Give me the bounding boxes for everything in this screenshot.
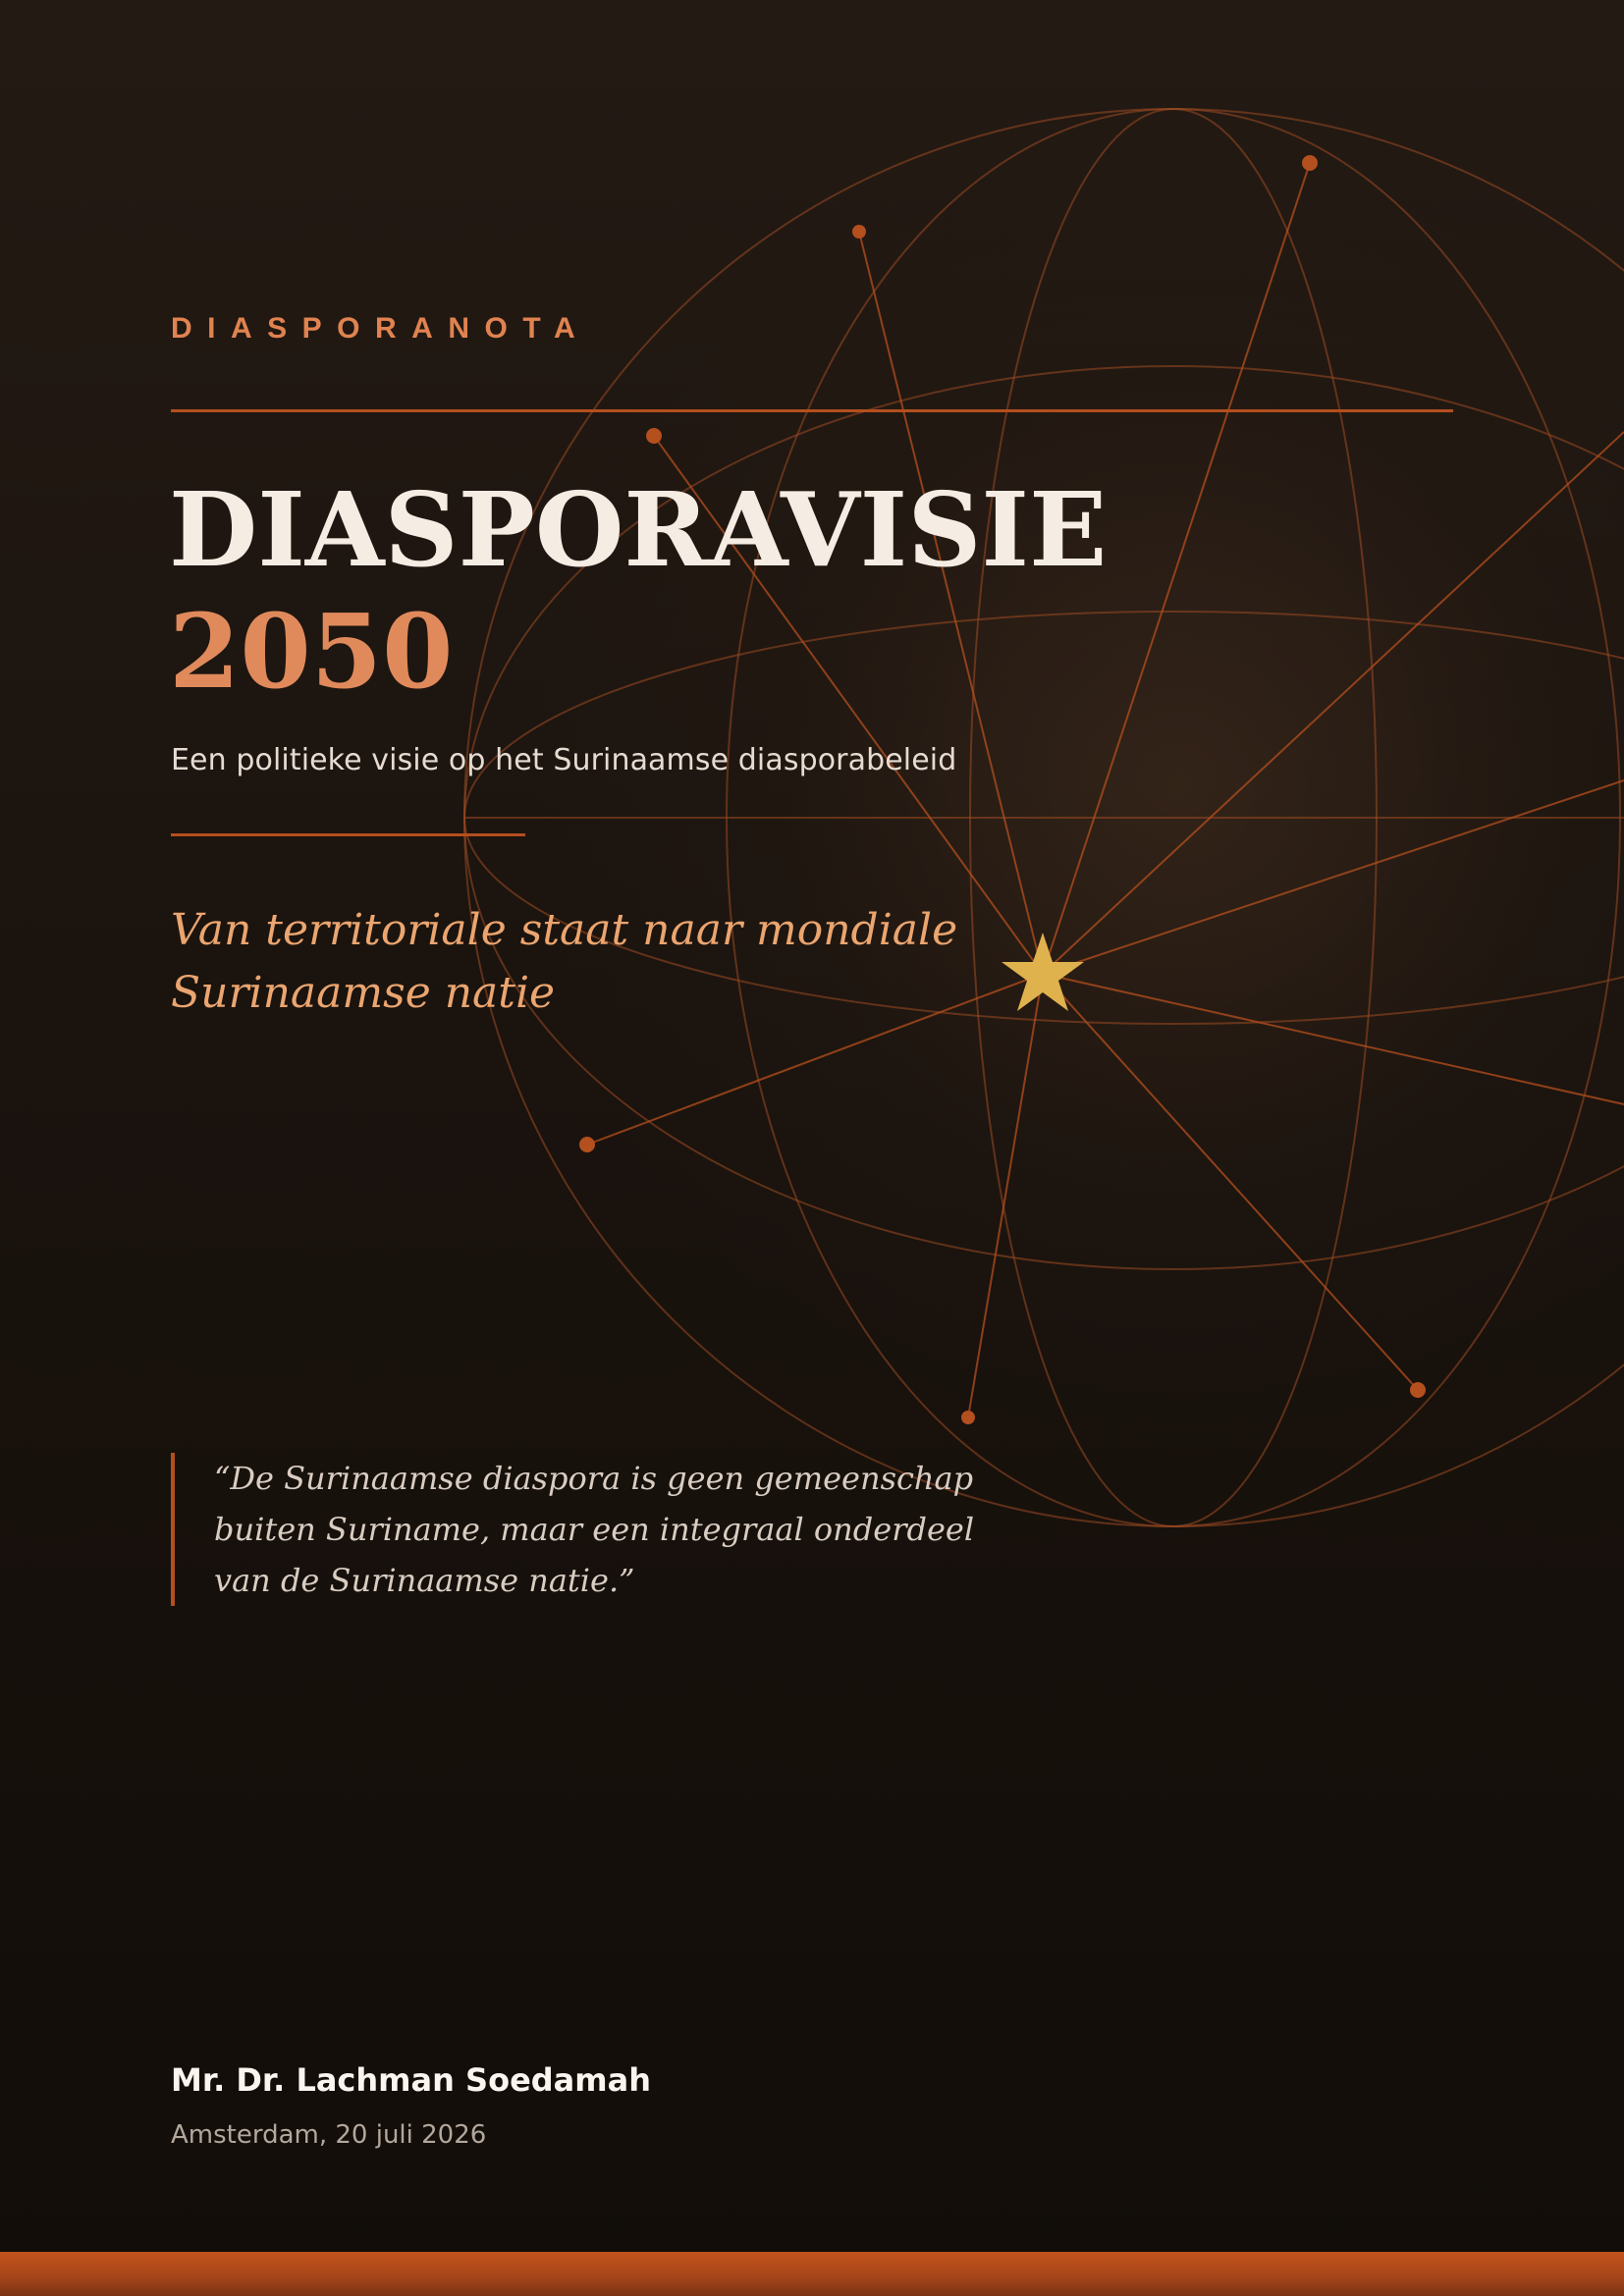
place-and-date: Amsterdam, 20 juli 2026	[171, 2120, 487, 2150]
pull-quote	[171, 1453, 1000, 1606]
title-text: DIASPORAVISIE	[169, 469, 1108, 590]
pull-quote-text: “De Surinaamse diaspora is geen gemeenschap buiten Suriname, maar een integraal onderdeel van de Surinaamse natie.”	[214, 1460, 975, 1599]
title-year: 2050	[169, 591, 454, 712]
short-divider	[171, 833, 525, 836]
network-node	[961, 1411, 975, 1424]
network-node	[646, 428, 662, 444]
network-node	[1302, 155, 1318, 171]
network-node	[1410, 1382, 1426, 1398]
bottom-accent-band	[0, 2252, 1624, 2296]
network-link	[1043, 432, 1624, 974]
network-node	[579, 1137, 595, 1152]
top-divider	[171, 409, 1453, 412]
network-link	[1043, 780, 1624, 974]
document-tagline: Van territoriale staat naar mondiale Surinaamse natie	[171, 905, 958, 1018]
network-link	[968, 974, 1043, 1417]
document-subtitle: Een politieke visie op het Surinaamse diasporabeleid	[171, 743, 957, 777]
document-title	[169, 469, 1107, 713]
network-link	[1043, 974, 1624, 1104]
network-node	[852, 225, 866, 239]
document-type-label: DIASPORANOTA	[171, 312, 591, 345]
author-name: Mr. Dr. Lachman Soedamah	[171, 2061, 651, 2099]
network-link	[1043, 974, 1418, 1390]
